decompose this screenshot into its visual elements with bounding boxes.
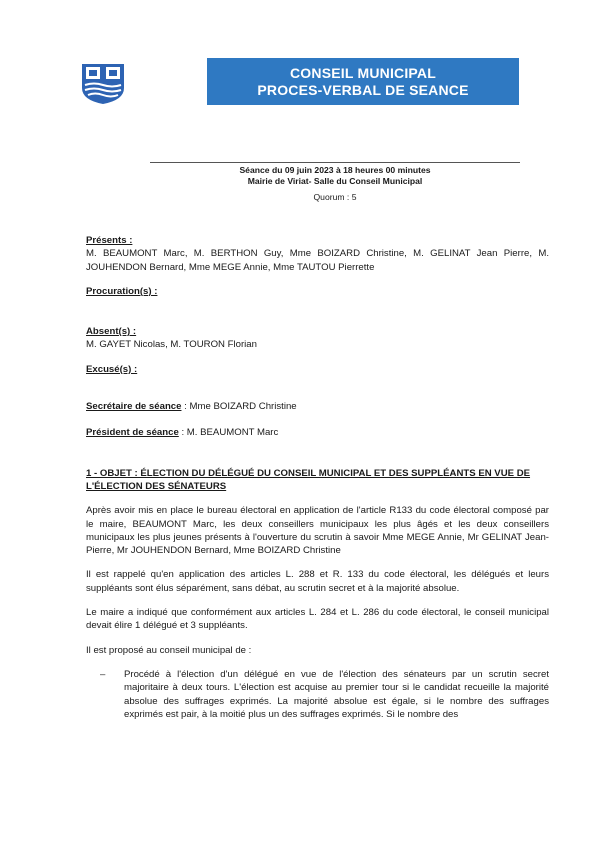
section1-para3: Le maire a indiqué que conformément aux articles L. 284 et L. 286 du code électoral, le conseil municipal devait élire 1 délégué et 3 suppléants. — [86, 607, 549, 632]
quorum-value: 5 — [351, 192, 357, 202]
absents-list: M. GAYET Nicolas, M. TOURON Florian — [86, 339, 257, 351]
secretaire-line — [86, 400, 549, 413]
banner-title-line1: CONSEIL MUNICIPAL — [290, 64, 436, 81]
presents-list: M. BEAUMONT Marc, M. BERTHON Guy, Mme BOIZARD Christine, M. GELINAT Jean Pierre, M. JOUHENDON Bernard, Mme MEGE Annie, Mme TAUTOU Pierrette — [86, 248, 549, 273]
quorum-label: Quorum : — [313, 192, 350, 202]
section1-para1: Après avoir mis en place le bureau électoral en application de l'article R133 du code électoral composé par le maire, BEAUMONT Marc, les deux conseillers municipaux les plus âgés et les deux conseillers municipaux les plus jeunes présents à l'ouverture du scrutin à savoir Mme MEGE Annie, Mr GELINAT Jean-Pierre, Mr JOUHENDON Bernard, Mme BOIZARD Christine — [86, 505, 549, 557]
session-meta — [150, 162, 520, 215]
secretaire-label: Secrétaire de séance — [86, 401, 182, 413]
quorum — [150, 192, 520, 203]
president-value: : M. BEAUMONT Marc — [181, 427, 279, 439]
section1-title: 1 - OBJET : ÉLECTION DU DÉLÉGUÉ DU CONSEIL MUNICIPAL ET DES SUPPLÉANTS EN VUE DE L'ÉLECTION DES SÉNATEURS — [86, 467, 531, 492]
section1-para2: Il est rappelé qu'en application des articles L. 288 et R. 133 du code électoral, les délégués et leurs suppléants sont élus séparément, sans débat, au scrutin secret et à la majorité absolue. — [86, 569, 549, 594]
bullet1-text: Procédé à l'élection d'un délégué en vue de l'élection des sénateurs par un scrutin secret majoritaire à deux tours. L'élection est acquise au premier tour si le candidat recueille la majorité absolue des suffrages exprimés. La majorité absolue est égale, si le nombre des suffrages exprimés est pair, à la moitié plus un des suffrages exprimés. Si le nombre des — [124, 668, 549, 720]
procuration-label: Procuration(s) : — [86, 285, 158, 297]
president-label: Président de séance — [86, 427, 179, 439]
secretaire-value: : Mme BOIZARD Christine — [184, 401, 297, 413]
banner-title-line2: PROCES-VERBAL DE SEANCE — [257, 81, 469, 98]
presents-label: Présents : — [86, 235, 133, 246]
section1-para4: Il est proposé au conseil municipal de : — [86, 644, 252, 656]
session-date: Séance du 09 juin 2023 à 18 heures 00 minutes — [239, 165, 431, 175]
coat-of-arms-logo — [82, 64, 124, 104]
president-line — [86, 426, 549, 439]
session-location: Mairie de Viriat- Salle du Conseil Municipal — [247, 176, 423, 186]
excuses-label: Excusé(s) : — [86, 363, 138, 375]
absents-label: Absent(s) : — [86, 326, 137, 338]
bullet-dash: – — [100, 668, 106, 680]
list-item — [100, 668, 549, 721]
document-body — [86, 234, 549, 721]
title-banner — [207, 58, 519, 105]
